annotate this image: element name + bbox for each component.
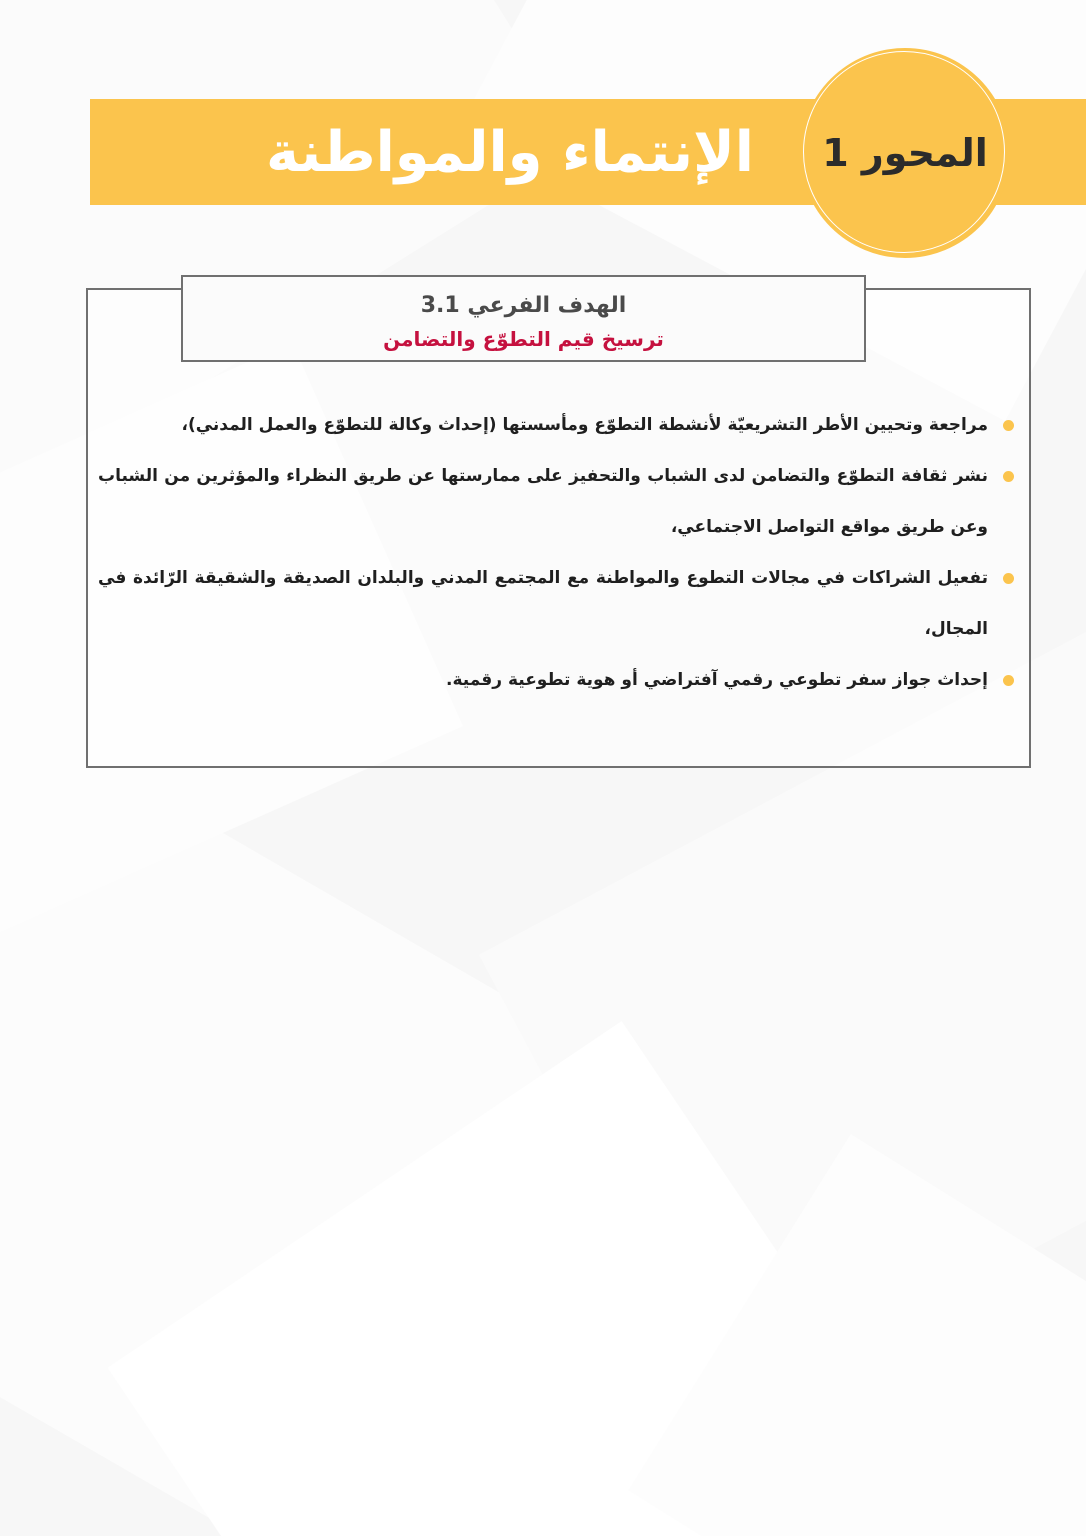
list-item-text: مراجعة وتحيين الأطر التشريعيّة لأنشطة التطوّع ومأسستها (إحداث وكالة للتطوّع والعمل المدني)، <box>181 415 988 435</box>
list-item <box>98 655 1018 706</box>
list-item <box>98 400 1018 451</box>
subgoal-title: ترسيخ قيم التطوّع والتضامن <box>383 327 664 351</box>
axis-label: المحور 1 <box>822 131 988 175</box>
subgoal-label: الهدف الفرعي 3.1 <box>420 293 627 318</box>
bullet-dot-icon <box>1003 675 1014 686</box>
measures-list <box>98 400 1018 706</box>
list-item <box>98 553 1018 655</box>
list-item-text: نشر ثقافة التطوّع والتضامن لدى الشباب والتحفيز على ممارستها عن طريق النظراء والمؤثرين من الشباب وعن طريق مواقع التواصل الاجتماعي، <box>98 466 988 537</box>
list-item-text: تفعيل الشراكات في مجالات التطوع والمواطنة مع المجتمع المدني والبلدان الصديقة والشقيقة الرّائدة في المجال، <box>98 568 988 639</box>
bullet-dot-icon <box>1003 573 1014 584</box>
list-item-text: إحداث جواز سفر تطوعي رقمي آفتراضي أو هوية تطوعية رقمية. <box>446 670 988 690</box>
bullet-dot-icon <box>1003 420 1014 431</box>
page-title: الإنتماء والمواطنة <box>266 119 754 185</box>
bullet-dot-icon <box>1003 471 1014 482</box>
subgoal-header-box <box>181 275 866 362</box>
list-item <box>98 451 1018 553</box>
